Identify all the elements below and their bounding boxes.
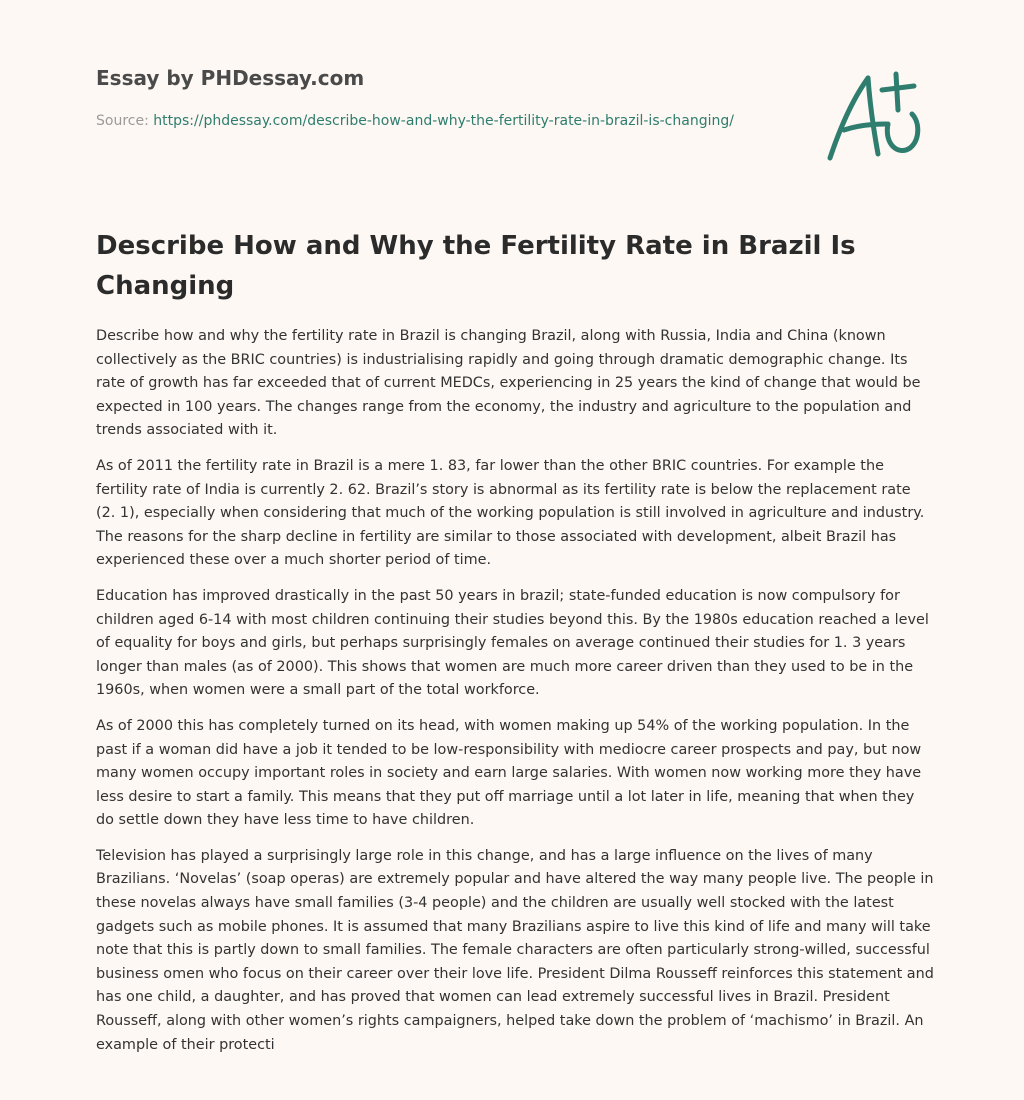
essay-paragraph: Education has improved drastically in the past 50 years in brazil; state-funded education is now compulsory for children aged 6-14 with most children continuing their studies beyond this. By the 1980s education reached a level of equality for boys and girls, but perhaps surprisingly females on average continued their studies for 1. 3 years longer than males (as of 2000). This shows that women are much more career driven than they used to be in the 1960s, when women were a small part of the total workforce. [96, 587, 929, 699]
essay-paragraph: Describe how and why the fertility rate in Brazil is changing Brazil, along with Russia, India and China (known collectively as the BRIC countries) is industrialising rapidly and going through dramatic demographic change. Its rate of growth has far exceeded that of current MEDCs, experiencing in 25 years the kind of change that would be expected in 100 years. The changes range from the economy, the industry and agriculture to the population and trends associated with it. [96, 328, 921, 439]
source-label: Source: [96, 113, 154, 129]
essay-title: Describe How and Why the Fertility Rate in Brazil Is Changing [96, 231, 856, 301]
source-line [96, 110, 736, 132]
source-link[interactable]: https://phdessay.com/describe-how-and-why-the-fertility-rate-in-brazil-is-changing/ [153, 113, 734, 129]
a-plus-logo-icon [818, 66, 928, 166]
site-brand: Essay by PHDessay.com [96, 66, 365, 90]
essay-paragraph: As of 2011 the fertility rate in Brazil is a mere 1. 83, far lower than the other BRIC countries. For example the fertility rate of India is currently 2. 62. Brazil’s story is abnormal as its fertility rate is below the replacement rate (2. 1), especially when considering that much of the working population is still involved in agriculture and industry. The reasons for the sharp decline in fertility are similar to those associated with development, albeit Brazil has experienced these over a much shorter period of time. [96, 457, 925, 569]
essay-paragraph: As of 2000 this has completely turned on its head, with women making up 54% of the working population. In the past if a woman did have a job it tended to be low-responsibility with mediocre career prospects and pay, but now many women occupy important roles in society and earn large salaries. With women now working more they have less desire to start a family. This means that they put off marriage until a lot later in life, meaning that when they do settle down they have less time to have children. [96, 717, 922, 829]
page-header [96, 64, 736, 132]
essay-body [96, 325, 934, 1069]
essay-paragraph: Television has played a surprisingly large role in this change, and has a large influence on the lives of many Brazilians. ‘Novelas’ (soap operas) are extremely popular and have altered the way many people live. The people in these novelas always have small families (3-4 people) and the children are usually well stocked with the latest gadgets such as mobile phones. It is assumed that many Brazilians aspire to live this kind of life and many will take note that this is partly down to small families. The female characters are often particularly strong-willed, successful business omen who focus on their career over their love life. President Dilma Rousseff reinforces this statement and has one child, a daughter, and has proved that women can lead extremely successful lives in Brazil. President Rousseff, along with other women’s rights campaigners, helped take down the problem of ‘machismo’ in Brazil. An example of their protecti [96, 847, 934, 1053]
